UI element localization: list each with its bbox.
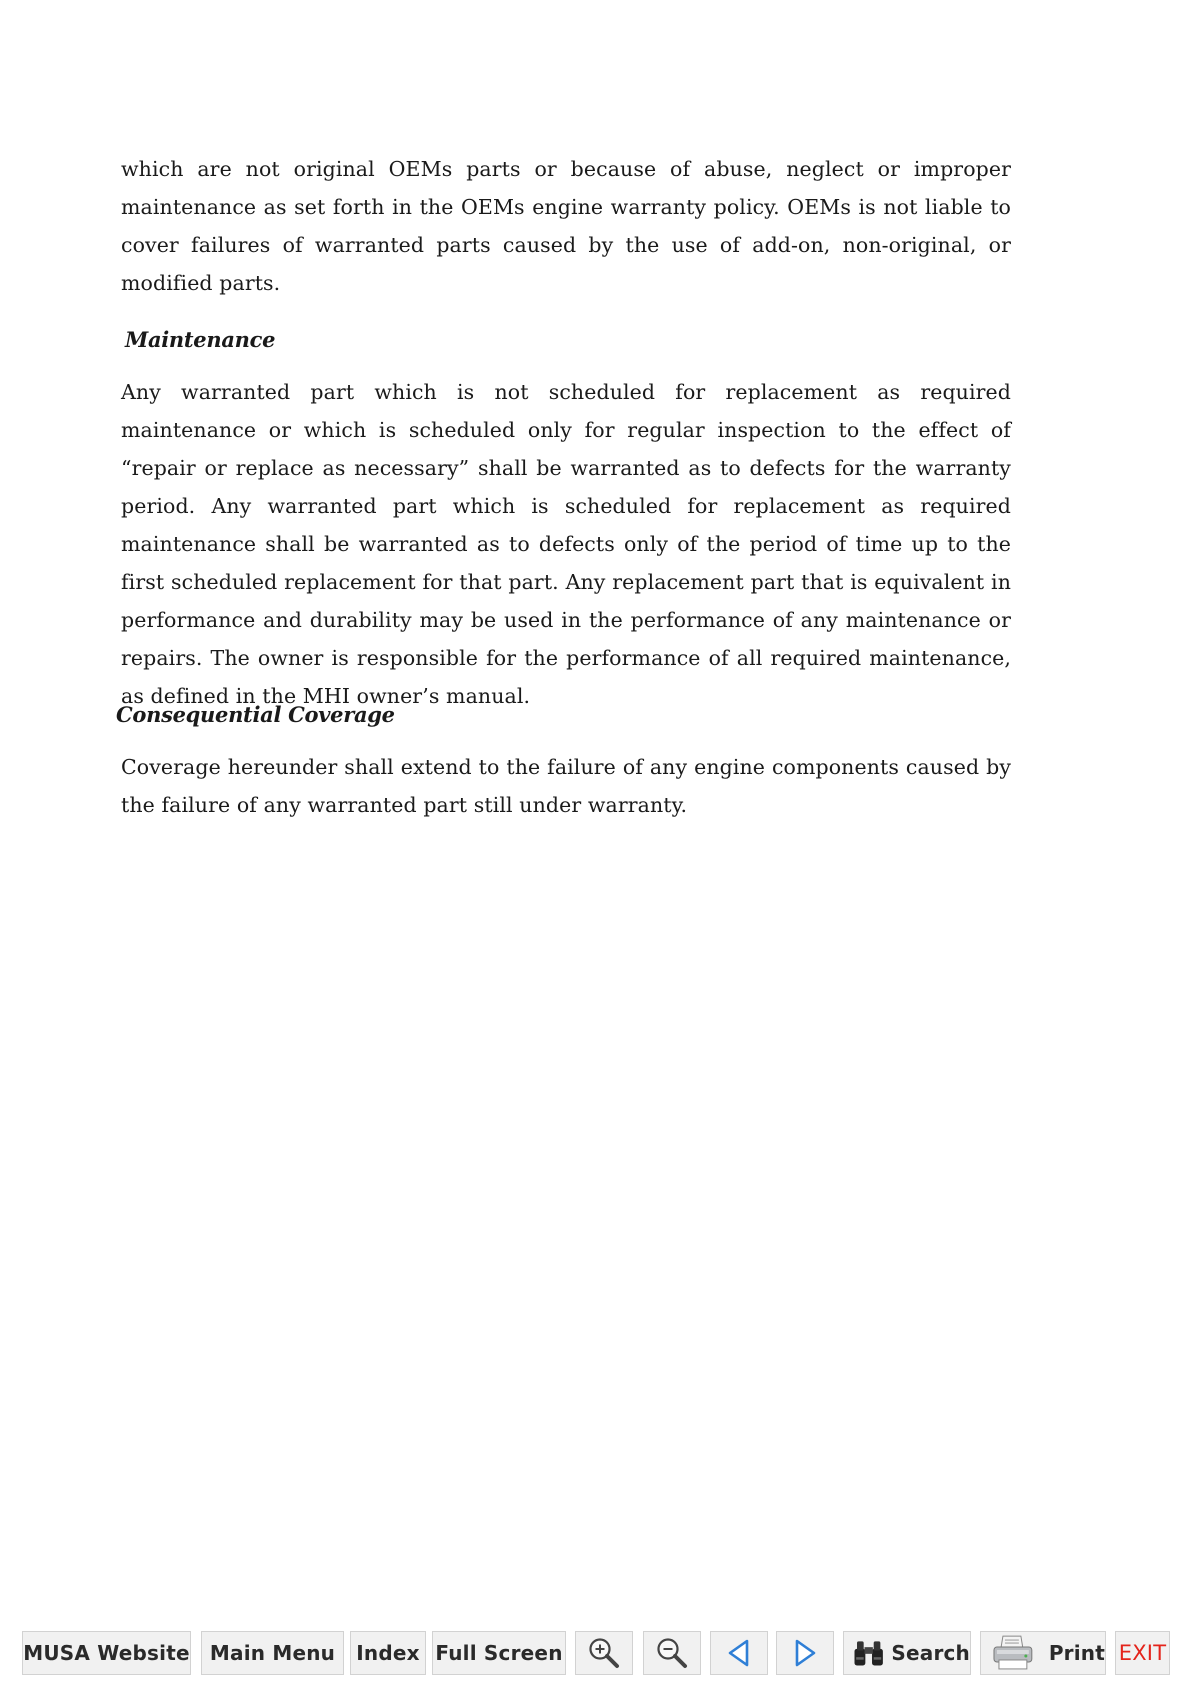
full-screen-button[interactable] [432, 1631, 566, 1675]
main-menu-label: Main Menu [209, 1641, 336, 1665]
paragraph-maintenance: Any warranted part which is not scheduled for replacement as required maintenance or which is scheduled only for regular inspection to the effect of “repair or replace as necessary” shall be warranted as to defects for the warranty period. Any warranted part which is scheduled for replacement as required maintenance shall be warranted as to defects only of the period of time up to the first scheduled replacement for that part. Any replacement part that is equivalent in performance and durability may be used in the performance of any maintenance or repairs. The owner is responsible for the performance of all required maintenance, as defined in the MHI owner’s manual. [121, 380, 1011, 708]
search-label: Search [891, 1641, 970, 1665]
heading-consequential-coverage: Consequential Coverage [116, 702, 395, 727]
zoom-in-icon [587, 1636, 621, 1670]
exit-label: EXIT [1118, 1641, 1167, 1665]
previous-page-button[interactable] [710, 1631, 768, 1675]
search-button[interactable] [843, 1631, 971, 1675]
index-label: Index [356, 1641, 420, 1665]
binoculars-icon [852, 1636, 885, 1670]
musa-website-button[interactable] [22, 1631, 191, 1675]
full-screen-label: Full Screen [435, 1641, 563, 1665]
printer-icon [991, 1634, 1035, 1672]
exit-button[interactable] [1115, 1631, 1170, 1675]
zoom-out-icon [655, 1636, 689, 1670]
print-button[interactable] [980, 1631, 1106, 1675]
paragraph-warranty-exclusions: which are not original OEMs parts or because of abuse, neglect or improper maintenance as set forth in the OEMs engine warranty policy. OEMs is not liable to cover failures of warranted parts caused by the use of add-on, non-original, or modified parts. [121, 157, 1011, 295]
bottom-toolbar [22, 1631, 1170, 1677]
print-label: Print [1048, 1641, 1105, 1665]
index-button[interactable] [350, 1631, 426, 1675]
next-page-button[interactable] [776, 1631, 834, 1675]
zoom-in-button[interactable] [575, 1631, 633, 1675]
next-page-icon [792, 1638, 818, 1668]
previous-page-icon [726, 1638, 752, 1668]
paragraph-consequential-coverage: Coverage hereunder shall extend to the failure of any engine components caused by the failure of any warranted part still under warranty. [121, 755, 1011, 817]
musa-website-label: MUSA Website [23, 1641, 190, 1665]
zoom-out-button[interactable] [643, 1631, 701, 1675]
heading-maintenance: Maintenance [125, 327, 276, 352]
main-menu-button[interactable] [201, 1631, 344, 1675]
